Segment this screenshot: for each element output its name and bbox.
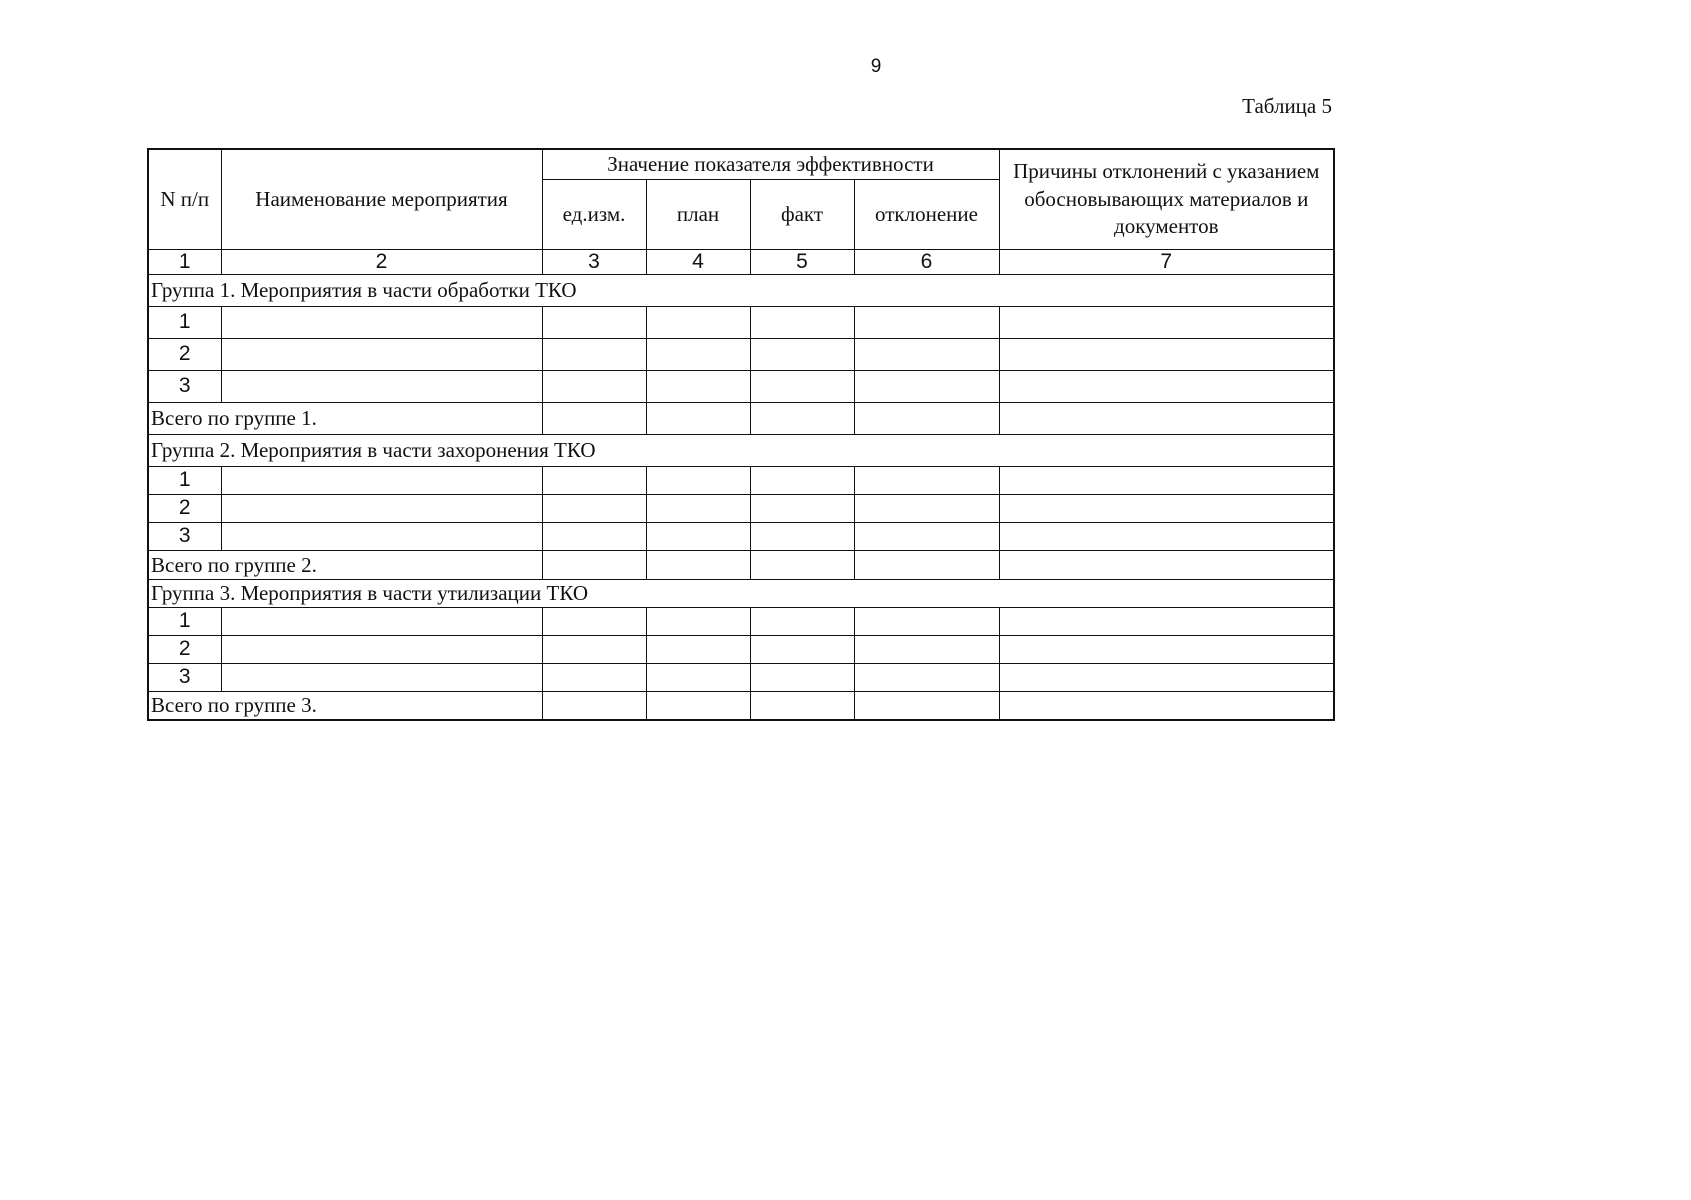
cell-reasons — [999, 550, 1334, 579]
cell-name — [221, 607, 542, 635]
cell-reasons — [999, 338, 1334, 370]
header-num: N п/п — [148, 149, 221, 249]
group-total-row — [148, 402, 1334, 434]
cell-reasons — [999, 370, 1334, 402]
header-deviation: отклонение — [854, 179, 999, 249]
cell-reasons — [999, 522, 1334, 550]
page-number: 9 — [870, 56, 882, 77]
header-reasons: Причины отклонений с указанием обосновывающих материалов и документов — [999, 149, 1334, 249]
cell-name — [221, 494, 542, 522]
row-number: 3 — [148, 663, 221, 691]
column-index: 2 — [221, 249, 542, 274]
header-unit: ед.изм. — [542, 179, 646, 249]
cell-name — [221, 306, 542, 338]
table-row — [148, 522, 1334, 550]
column-index: 7 — [999, 249, 1334, 274]
cell-reasons — [999, 691, 1334, 720]
cell-plan — [646, 402, 750, 434]
cell-fact — [750, 402, 854, 434]
cell-deviation — [854, 494, 999, 522]
cell-unit — [542, 522, 646, 550]
group-total-row — [148, 550, 1334, 579]
row-number: 1 — [148, 466, 221, 494]
cell-deviation — [854, 691, 999, 720]
cell-unit — [542, 338, 646, 370]
row-number: 2 — [148, 635, 221, 663]
cell-fact — [750, 494, 854, 522]
header-fact: факт — [750, 179, 854, 249]
cell-reasons — [999, 607, 1334, 635]
group-total: Всего по группе 1. — [148, 402, 542, 434]
group-total-row — [148, 691, 1334, 720]
column-index: 5 — [750, 249, 854, 274]
column-index: 1 — [148, 249, 221, 274]
header-plan: план — [646, 179, 750, 249]
cell-unit — [542, 635, 646, 663]
cell-name — [221, 466, 542, 494]
cell-fact — [750, 607, 854, 635]
header-name: Наименование мероприятия — [221, 149, 542, 249]
cell-plan — [646, 607, 750, 635]
cell-fact — [750, 663, 854, 691]
table-row — [148, 494, 1334, 522]
cell-deviation — [854, 522, 999, 550]
cell-unit — [542, 466, 646, 494]
group-title-row — [148, 274, 1334, 306]
cell-fact — [750, 466, 854, 494]
row-number: 2 — [148, 338, 221, 370]
group-title-row — [148, 434, 1334, 466]
cell-unit — [542, 550, 646, 579]
cell-deviation — [854, 338, 999, 370]
cell-plan — [646, 338, 750, 370]
table-row — [148, 607, 1334, 635]
efficiency-table — [147, 148, 1335, 721]
column-index: 6 — [854, 249, 999, 274]
cell-plan — [646, 494, 750, 522]
cell-fact — [750, 691, 854, 720]
group-title: Группа 1. Мероприятия в части обработки ТКО — [148, 274, 1334, 306]
cell-reasons — [999, 494, 1334, 522]
cell-reasons — [999, 306, 1334, 338]
cell-deviation — [854, 370, 999, 402]
row-number: 1 — [148, 607, 221, 635]
cell-fact — [750, 306, 854, 338]
cell-fact — [750, 635, 854, 663]
cell-plan — [646, 635, 750, 663]
cell-unit — [542, 370, 646, 402]
table-row — [148, 370, 1334, 402]
cell-fact — [750, 522, 854, 550]
table-row — [148, 306, 1334, 338]
cell-deviation — [854, 550, 999, 579]
cell-plan — [646, 550, 750, 579]
row-number: 3 — [148, 370, 221, 402]
cell-name — [221, 663, 542, 691]
cell-plan — [646, 522, 750, 550]
cell-name — [221, 522, 542, 550]
group-title-row — [148, 579, 1334, 607]
group-title: Группа 3. Мероприятия в части утилизации ТКО — [148, 579, 1334, 607]
cell-plan — [646, 466, 750, 494]
table-row — [148, 466, 1334, 494]
cell-reasons — [999, 466, 1334, 494]
cell-deviation — [854, 635, 999, 663]
cell-plan — [646, 691, 750, 720]
table-row — [148, 635, 1334, 663]
group-total: Всего по группе 2. — [148, 550, 542, 579]
cell-deviation — [854, 402, 999, 434]
table-caption: Таблица 5 — [1242, 94, 1332, 118]
cell-name — [221, 635, 542, 663]
table-row — [148, 338, 1334, 370]
cell-deviation — [854, 663, 999, 691]
cell-fact — [750, 370, 854, 402]
cell-unit — [542, 691, 646, 720]
cell-unit — [542, 607, 646, 635]
cell-unit — [542, 494, 646, 522]
cell-unit — [542, 402, 646, 434]
cell-reasons — [999, 402, 1334, 434]
cell-deviation — [854, 607, 999, 635]
row-number: 3 — [148, 522, 221, 550]
row-number: 1 — [148, 306, 221, 338]
group-title: Группа 2. Мероприятия в части захоронения ТКО — [148, 434, 1334, 466]
cell-plan — [646, 306, 750, 338]
cell-reasons — [999, 635, 1334, 663]
column-index: 3 — [542, 249, 646, 274]
header-row-top — [148, 149, 1334, 179]
table-row — [148, 663, 1334, 691]
cell-name — [221, 338, 542, 370]
cell-reasons — [999, 663, 1334, 691]
cell-deviation — [854, 466, 999, 494]
header-indicator: Значение показателя эффективности — [542, 149, 999, 179]
cell-fact — [750, 550, 854, 579]
cell-unit — [542, 663, 646, 691]
cell-plan — [646, 370, 750, 402]
group-total: Всего по группе 3. — [148, 691, 542, 720]
cell-unit — [542, 306, 646, 338]
column-index-row — [148, 249, 1334, 274]
row-number: 2 — [148, 494, 221, 522]
cell-plan — [646, 663, 750, 691]
column-index: 4 — [646, 249, 750, 274]
cell-name — [221, 370, 542, 402]
cell-fact — [750, 338, 854, 370]
cell-deviation — [854, 306, 999, 338]
